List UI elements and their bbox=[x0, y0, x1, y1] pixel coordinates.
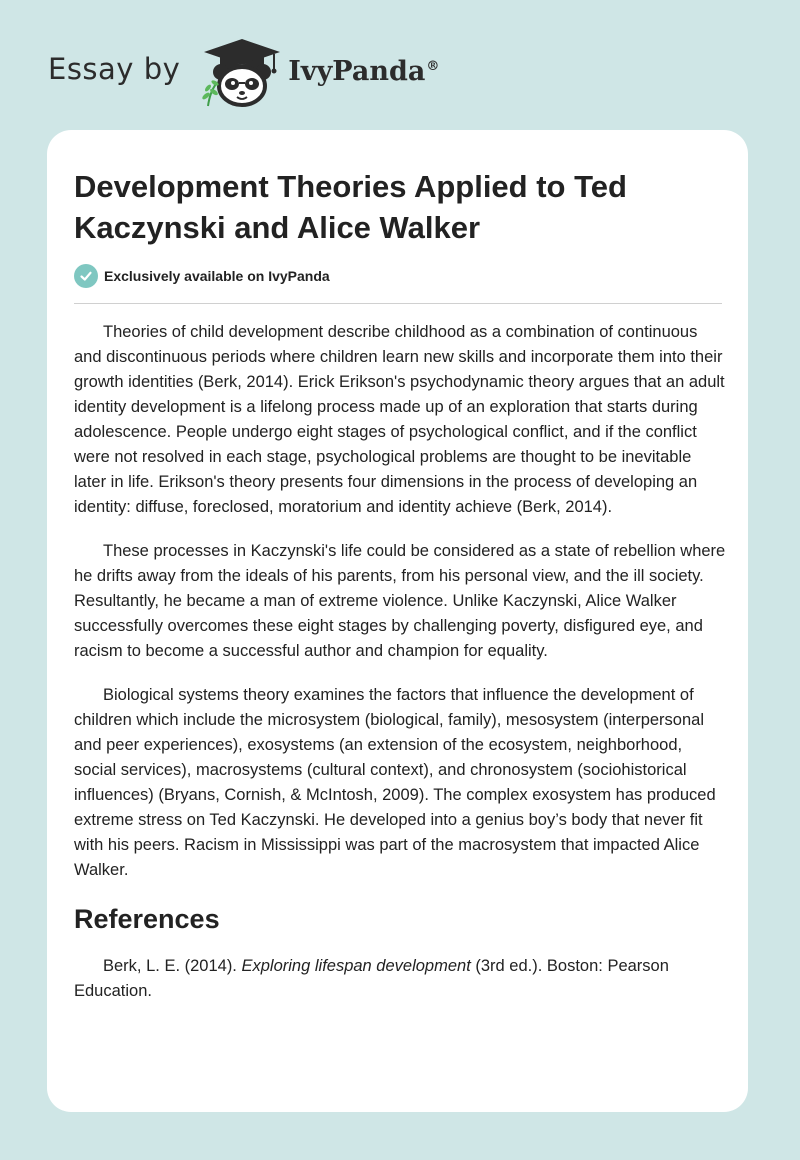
title-divider bbox=[74, 303, 722, 304]
essay-by-label: Essay by bbox=[48, 52, 181, 86]
essay-body bbox=[74, 320, 726, 1004]
references-heading: References bbox=[74, 904, 220, 934]
essay-title: Development Theories Applied to Ted Kaczynski and Alice Walker bbox=[74, 169, 627, 245]
exclusive-badge-label: Exclusively available on IvyPanda bbox=[104, 268, 330, 284]
brand-name[interactable] bbox=[288, 56, 439, 87]
reference-entry bbox=[74, 954, 726, 1004]
body-paragraph-3: Biological systems theory examines the factors that influence the development of children which include the microsystem (biological, family), mesosystem (interpersonal and peer experiences), exosystems (an extension of the ecosystem, neighborhood, social services), macrosystems (cultural context), and chronosystem (sociohistorical influences) (Bryans, Cornish, & McIntosh, 2009). The complex exosystem has produced extreme stress on Ted Kaczynski. He developed into a genius boy’s body that never fit with his peers. Racism in Mississippi was part of the macrosystem that impacted Alice Walker. bbox=[74, 686, 716, 879]
site-header bbox=[48, 36, 439, 108]
reference-book-title: Exploring lifespan development bbox=[241, 957, 471, 975]
brand-name-text: IvyPanda bbox=[288, 55, 426, 87]
reference-publisher: (3rd ed.). Boston: Pearson Education. bbox=[74, 957, 669, 1000]
body-paragraph-2: These processes in Kaczynski's life could be considered as a state of rebellion where he drifts away from the ideals of his parents, from his personal view, and the ill society. Resultantly, he became a man of extreme violence. Unlike Kaczynski, Alice Walker successfully overcomes these eight stages by challenging poverty, disfigured eye, and racism to become a successful author and champion for equality. bbox=[74, 542, 726, 660]
essay-card bbox=[47, 130, 748, 1112]
checkmark-icon bbox=[74, 264, 98, 288]
exclusive-badge bbox=[74, 264, 330, 288]
panda-logo-icon[interactable] bbox=[194, 36, 286, 108]
body-paragraph-1: Theories of child development describe childhood as a combination of continuous and discontinuous periods where children learn new skills and incorporate them into their growth identities (Berk, 2014). Erick Erikson's psychodynamic theory argues that an adult identity development is a lifelong process made up of an exploration that starts during adolescence. People undergo eight stages of psychological conflict, and if the conflict were not resolved in each stage, psychological problems are thought to be inevitable later in life. Erikson's theory presents four dimensions in the process of developing an identity: diffuse, foreclosed, moratorium and identity achieve (Berk, 2014). bbox=[74, 323, 725, 516]
registered-mark: ® bbox=[426, 58, 440, 74]
reference-author-year: Berk, L. E. (2014). bbox=[103, 957, 242, 975]
